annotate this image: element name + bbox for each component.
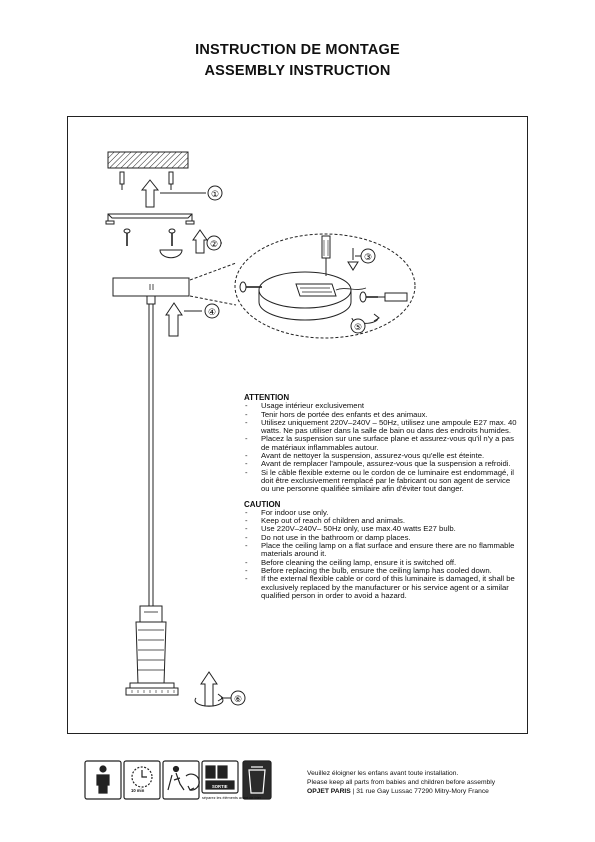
list-item: - Utilisez uniquement 220V–240V – 50Hz, utilisez une ampoule E27 max. 40 watts. Ne pas utiliser dans la salle de bain ou dans des endroits humides. xyxy=(244,419,520,436)
list-item: - Do not use in the bathroom or damp places. xyxy=(244,534,520,542)
brand-name: OPJET PARIS xyxy=(307,788,351,796)
list-item: - Usage intérieur exclusivement xyxy=(244,402,520,410)
title-english: ASSEMBLY INSTRUCTION xyxy=(204,63,391,79)
footer-line-french: Veuillez éloigner les enfans avant toute installation. xyxy=(307,770,459,777)
address: | 31 rue Gay Lussac 77290 Mitry-Mory France xyxy=(352,788,489,796)
caution-heading: CAUTION xyxy=(244,499,281,509)
footer-line-english: Please keep all parts from babies and children before assembly xyxy=(307,779,496,787)
footer-text xyxy=(307,769,527,797)
title-french: INSTRUCTION DE MONTAGE xyxy=(195,42,400,58)
list-item: - Before replacing the bulb, ensure the ceiling lamp has cooled down. xyxy=(244,567,520,575)
list-item: - If the external flexible cable or cord of this luminaire is damaged, it shall be exclusively replaced by the manufacturer or his service agent or a similar qualified person in order to avoid a hazard. xyxy=(244,575,520,600)
time-label: 10 min xyxy=(131,788,145,793)
step-number-3: ③ xyxy=(364,253,373,263)
recycle-icon xyxy=(163,761,199,799)
list-item: - For indoor use only. xyxy=(244,509,520,517)
list-item: - Avant de remplacer l'ampoule, assurez-vous que la suspension a refroidi. xyxy=(244,460,520,468)
attention-heading: ATTENTION xyxy=(244,393,290,402)
footer-address-line xyxy=(307,787,527,796)
list-item: - Place the ceiling lamp on a flat surface and ensure there are no flammable materials around it. xyxy=(244,542,520,559)
list-item: - Keep out of reach of children and animals. xyxy=(244,517,520,525)
step-number-1: ① xyxy=(211,190,220,200)
step-number-6: ⑥ xyxy=(234,695,243,705)
sort-label: SORTIE xyxy=(212,784,228,789)
list-item: - Tenir hors de portée des enfants et des animaux. xyxy=(244,411,520,419)
list-item: - Si le câble flexible externe ou le cordon de ce luminaire est endommagé, il doit être exclusivement remplacé par le fabricant ou son agent de service ou une personne qualifiée similaire afin d'éviter tout danger. xyxy=(244,469,520,494)
step-number-5: ⑤ xyxy=(354,323,363,333)
list-item: - Avant de nettoyer la suspension, assurez-vous qu'elle est éteinte. xyxy=(244,452,520,460)
step-number-4: ④ xyxy=(208,308,217,318)
list-item: - Use 220V–240V– 50Hz only, use max.40 watts E27 bulb. xyxy=(244,525,520,533)
list-item: - Placez la suspension sur une surface plane et assurez-vous qu'il n'y a pas de matériaux inflammables autour. xyxy=(244,435,520,452)
step-number-2: ② xyxy=(210,240,219,250)
list-item: - Before cleaning the ceiling lamp, ensure it is switched off. xyxy=(244,559,520,567)
sort-caption: séparez les éléments avant de trier xyxy=(202,796,262,800)
